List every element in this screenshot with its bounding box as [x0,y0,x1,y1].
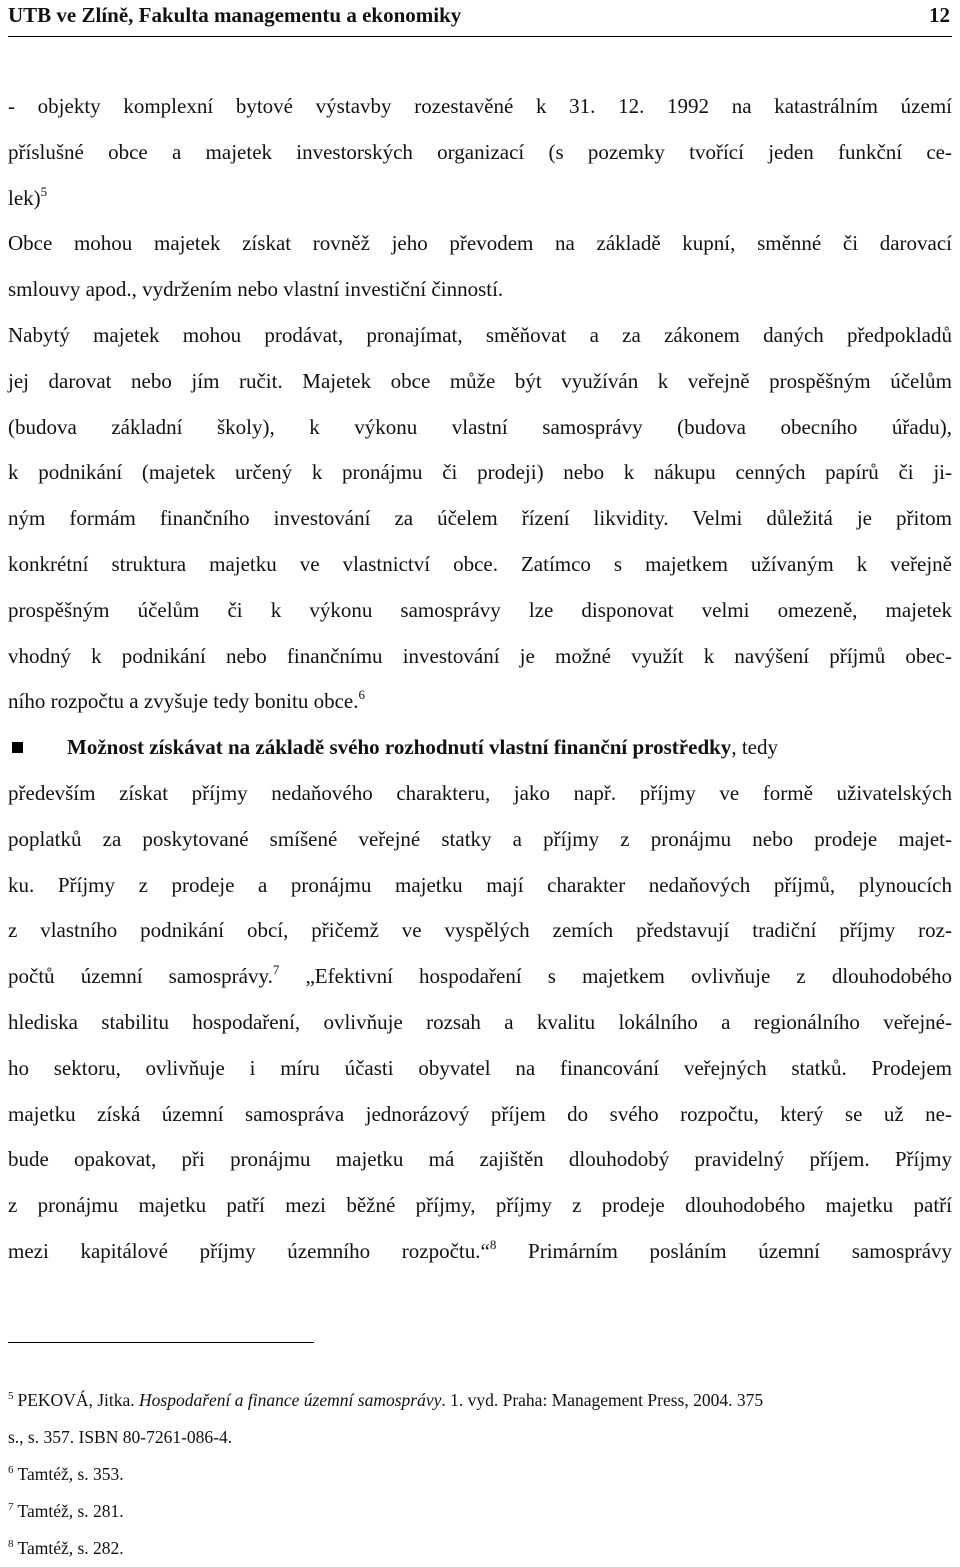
footnotes [8,1382,952,1567]
text-line [8,176,952,222]
text-line: konkrétní struktura majetku ve vlastnictví obce. Zatímco s majetkem užívaným k veřejně [8,551,952,576]
footnote-ref: 5 [40,183,48,199]
text-segment: počtů územní samosprávy. [8,964,273,989]
footnote-text: Tamtéž, s. 281. [17,1501,124,1521]
footnote-text: Tamtéž, s. 282. [17,1538,124,1558]
bullet-line [8,725,952,771]
footnote-6 [8,1456,952,1493]
page-number: 12 [929,3,950,27]
footnote-number: 5 [8,1390,14,1402]
text-line: příslušné obce a majetek investorských organizací (s pozemky tvořící jeden funkční ce- [8,139,952,164]
text-segment: mezi kapitálové příjmy územního rozpočtu.“ [8,1238,490,1263]
text-line: (budova základní školy), k výkonu vlastní samosprávy (budova obecního úřadu), [8,414,952,439]
text-line [8,954,952,1000]
text-line: poplatků za poskytované smíšené veřejné statky a příjmy z pronájmu nebo prodeje majet- [8,826,952,851]
bold-heading: Možnost získávat na základě svého rozhodnutí vlastní finanční prostředky [67,735,732,760]
text-line: z vlastního podnikání obcí, přičemž ve vyspělých zemích představují tradiční příjmy roz- [8,918,952,943]
text-line: smlouvy apod., vydržením nebo vlastní investiční činností. [8,277,504,302]
text-line: bude opakovat, při pronájmu majetku má zajištěn dlouhodobý pravidelný příjem. Příjmy [8,1147,952,1172]
footnote-ref: 6 [358,687,365,703]
text-line: ným formám finančního investování za účelem řízení likvidity. Velmi důležitá je přitom [8,506,952,531]
text-segment: Primárním posláním územní samosprávy [528,1238,953,1263]
text-line: jej darovat nebo jím ručit. Majetek obce může být využíván k veřejně prospěšným účelům [8,368,952,393]
footnote-number: 6 [8,1464,14,1476]
text-line: především získat příjmy nedaňového charakteru, jako např. příjmy ve formě uživatelských [8,780,952,805]
text-line [8,679,952,725]
text-segment: ního rozpočtu a zvyšuje tedy bonitu obce. [8,689,359,714]
footnote-text: . 1. vyd. Praha: Management Press, 2004. 375 [441,1390,764,1410]
text-line: k podnikání (majetek určený k pronájmu či prodeji) nebo k nákupu cenných papírů či ji- [8,460,952,485]
text-line: prospěšným účelům či k výkonu samosprávy lze disponovat velmi omezeně, majetek [8,597,952,622]
footnote-text: PEKOVÁ, Jitka. [17,1390,135,1410]
footnote-5 [8,1382,952,1419]
text-line: majetku získá územní samospráva jednorázový příjem do svého rozpočtu, který se už ne- [8,1101,952,1126]
footnote-5-continued: s., s. 357. ISBN 80-7261-086-4. [8,1427,233,1447]
footnote-book-title: Hospodaření a finance územní samosprávy [139,1390,442,1410]
footnote-ref: 8 [489,1236,497,1252]
footnote-text: Tamtéž, s. 353. [17,1464,124,1484]
page-header [8,0,952,37]
header-title: UTB ve Zlíně, Fakulta managementu a ekonomiky [8,3,462,27]
text-segment: , tedy [731,735,778,760]
text-line: ho sektoru, ovlivňuje i míru účasti obyvatel na financování veřejných statků. Prodejem [8,1055,952,1080]
footnote-number: 8 [8,1538,14,1550]
text-line: vhodný k podnikání nebo finančnímu investování je možné využít k navýšení příjmů obec- [8,643,952,668]
footnote-8 [8,1530,952,1567]
footnote-ref: 7 [272,962,280,978]
text-line: ku. Příjmy z prodeje a pronájmu majetku mají charakter nedaňových příjmů, plynoucích [8,872,952,897]
square-bullet-icon [12,742,23,753]
text-line: - objekty komplexní bytové výstavby rozestavěné k 31. 12. 1992 na katastrálním území [8,94,952,118]
text-line: Obce mohou majetek získat rovněž jeho převodem na základě kupní, směnné či darovací [8,231,952,256]
footnote-separator [8,1342,314,1343]
text-line: z pronájmu majetku patří mezi běžné příjmy, příjmy z prodeje dlouhodobého majetku patří [8,1193,952,1218]
text-line: hlediska stabilitu hospodaření, ovlivňuje rozsah a kvalitu lokálního a regionálního veřejné- [8,1009,952,1034]
body-text [8,84,952,1275]
text-line: Nabytý majetek mohou prodávat, pronajímat, směňovat a za zákonem daných předpokladů [8,322,952,347]
text-segment: „Efektivní hospodaření s majetkem ovlivňuje z dlouhodobého [305,964,952,989]
text-line [8,1229,952,1275]
text-segment: lek) [8,185,41,210]
footnote-number: 7 [8,1501,14,1513]
footnote-7 [8,1493,952,1530]
